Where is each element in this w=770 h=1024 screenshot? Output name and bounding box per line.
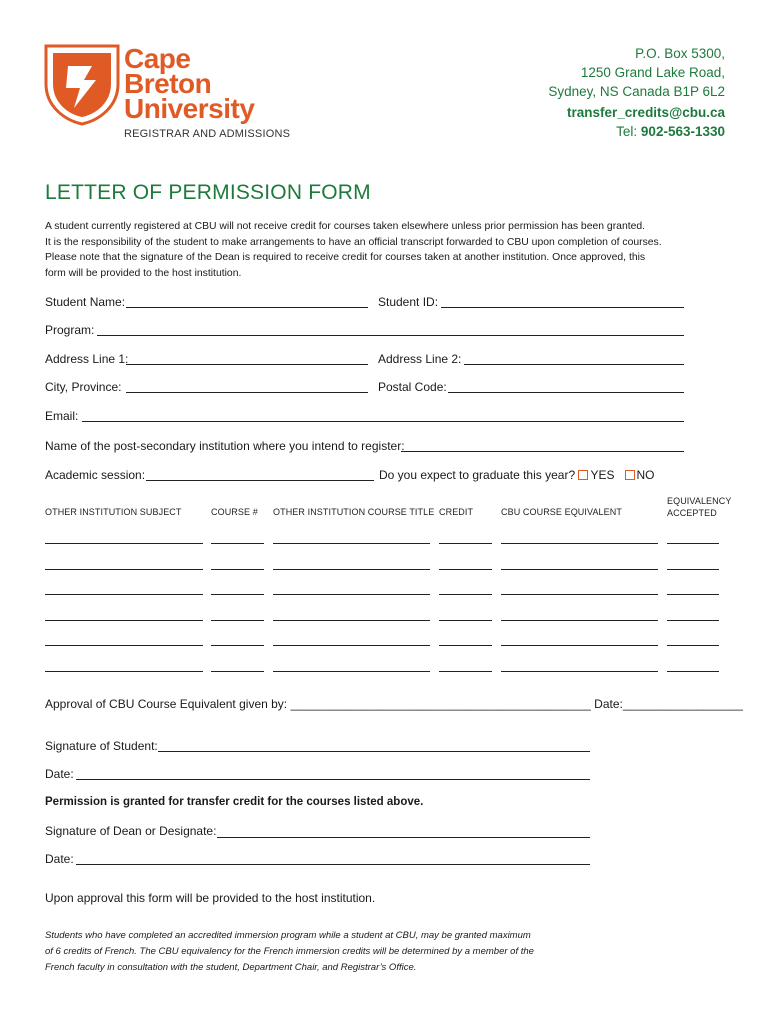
student-signature-label: Signature of Student: (45, 739, 158, 753)
table-cell-subject[interactable] (45, 671, 203, 672)
contact-email[interactable]: transfer_credits@cbu.ca (567, 105, 725, 120)
program-field[interactable] (97, 335, 684, 336)
table-cell-cbu-equivalent[interactable] (501, 620, 658, 621)
student-id-label: Student ID: (378, 295, 439, 309)
city-label: City, Province: (45, 380, 122, 394)
intro-line-3: Please note that the signature of the Dean is required to receive credit for courses taken at another institution. Once approved, this (45, 252, 646, 264)
table-cell-credit[interactable] (439, 594, 492, 595)
table-cell-equivalency-accepted[interactable] (667, 671, 719, 672)
table-cell-course-title[interactable] (273, 671, 430, 672)
table-cell-credit[interactable] (439, 620, 492, 621)
approval-field[interactable]: _____________________________________________ (290, 697, 591, 711)
phone-number[interactable]: 902-563-1330 (640, 124, 725, 139)
table-cell-credit[interactable] (439, 543, 492, 544)
form-title: LETTER OF PERMISSION FORM (45, 181, 371, 204)
date2-label: Date: (45, 852, 74, 866)
permission-statement: Permission is granted for transfer credit for the courses listed above. (45, 796, 424, 808)
table-cell-equivalency-accepted[interactable] (667, 620, 719, 621)
student-id-field[interactable] (441, 307, 684, 308)
col-header-course-title: OTHER INSTITUTION COURSE TITLE (273, 507, 435, 517)
col-header-equivalency-line1: EQUIVALENCY (667, 496, 732, 506)
table-cell-course-num[interactable] (211, 671, 264, 672)
table-cell-cbu-equivalent[interactable] (501, 645, 658, 646)
graduate-question-text: Do you expect to graduate this year? (379, 468, 576, 482)
table-cell-course-title[interactable] (273, 543, 430, 544)
graduate-question (379, 468, 655, 482)
logo-line-1: Cape (124, 43, 191, 74)
intro-line-1: A student currently registered at CBU will not receive credit for courses taken elsewhere unless prior permission has been granted. (45, 221, 646, 232)
program-label: Program: (45, 323, 95, 337)
table-cell-course-num[interactable] (211, 620, 264, 621)
address1-field[interactable] (126, 364, 368, 365)
table-cell-credit[interactable] (439, 671, 492, 672)
host-note: Upon approval this form will be provided to the host institution. (45, 891, 376, 905)
date2-field[interactable] (76, 864, 590, 865)
french-immersion-note (45, 928, 645, 976)
email-label: Email: (45, 409, 79, 423)
table-cell-credit[interactable] (439, 645, 492, 646)
french-note-line-1: Students who have completed an accredited immersion program while a student at CBU, may be granted maximum (45, 930, 531, 941)
col-header-equivalency (667, 495, 731, 519)
institution-label: Name of the post-secondary institution where you intend to register: (45, 439, 405, 453)
postal-label: Postal Code: (378, 380, 447, 394)
postal-field[interactable] (448, 392, 684, 393)
shield-logo-icon (44, 44, 120, 126)
french-note-line-2: of 6 credits of French. The CBU equivalency for the French immersion credits will be determined by a member of the (45, 946, 534, 957)
table-cell-cbu-equivalent[interactable] (501, 569, 658, 570)
approval-date-label: Date: (594, 697, 623, 711)
table-cell-subject[interactable] (45, 543, 203, 544)
logo-wordmark (124, 43, 255, 124)
intro-line-2: It is the responsibility of the student to make arrangements to have an official transcript forwarded to CBU upon completion of courses. (45, 236, 662, 248)
phone-label: Tel: (616, 124, 638, 139)
col-header-course-num: COURSE # (211, 507, 258, 517)
col-header-equivalency-line2: ACCEPTED (667, 508, 717, 518)
approval-row (45, 697, 743, 711)
address-line-3: Sydney, NS Canada B1P 6L2 (548, 84, 725, 99)
session-label: Academic session: (45, 468, 146, 482)
cbu-logo (44, 44, 120, 126)
table-cell-subject[interactable] (45, 594, 203, 595)
no-label: NO (636, 468, 655, 482)
address-line-2: 1250 Grand Lake Road, (580, 65, 725, 80)
yes-label: YES (590, 468, 615, 482)
table-cell-cbu-equivalent[interactable] (501, 671, 658, 672)
table-cell-equivalency-accepted[interactable] (667, 594, 719, 595)
contact-phone (465, 122, 725, 141)
logo-line-3: University (124, 93, 255, 124)
table-cell-equivalency-accepted[interactable] (667, 645, 719, 646)
logo-line-2: Breton (124, 68, 212, 99)
intro-line-4: form will be provided to the host institution. (45, 267, 242, 279)
address-line-1: P.O. Box 5300, (635, 46, 725, 61)
approval-date-field[interactable]: __________________ (622, 697, 743, 711)
institution-field[interactable] (401, 451, 684, 452)
col-header-subject: OTHER INSTITUTION SUBJECT (45, 507, 182, 517)
table-cell-equivalency-accepted[interactable] (667, 569, 719, 570)
table-cell-credit[interactable] (439, 569, 492, 570)
student-name-field[interactable] (126, 307, 368, 308)
approval-label: Approval of CBU Course Equivalent given by: (45, 697, 288, 711)
table-cell-cbu-equivalent[interactable] (501, 543, 658, 544)
student-signature-field[interactable] (158, 751, 590, 752)
contact-block (465, 44, 725, 141)
table-cell-course-title[interactable] (273, 645, 430, 646)
dean-signature-field[interactable] (217, 837, 590, 838)
table-cell-course-num[interactable] (211, 543, 264, 544)
table-cell-equivalency-accepted[interactable] (667, 543, 719, 544)
address1-label: Address Line 1: (45, 352, 129, 366)
col-header-cbu-equivalent: CBU COURSE EQUIVALENT (501, 507, 622, 517)
address2-label: Address Line 2: (378, 352, 462, 366)
address2-field[interactable] (464, 364, 684, 365)
session-field[interactable] (146, 480, 374, 481)
table-cell-subject[interactable] (45, 569, 203, 570)
table-cell-course-num[interactable] (211, 645, 264, 646)
table-cell-subject[interactable] (45, 645, 203, 646)
date1-field[interactable] (76, 779, 590, 780)
date1-label: Date: (45, 767, 74, 781)
city-field[interactable] (126, 392, 368, 393)
email-field[interactable] (82, 421, 684, 422)
table-cell-course-title[interactable] (273, 569, 430, 570)
student-name-label: Student Name: (45, 295, 126, 309)
table-cell-course-num[interactable] (211, 569, 264, 570)
no-checkbox[interactable] (625, 470, 635, 480)
table-cell-course-title[interactable] (273, 594, 430, 595)
registrar-subtitle: REGISTRAR AND ADMISSIONS (124, 128, 291, 140)
yes-checkbox[interactable] (578, 470, 588, 480)
col-header-credit: CREDIT (439, 507, 474, 517)
french-note-line-3: French faculty in consultation with the student, Department Chair, and Registrar’s Office. (45, 962, 417, 973)
table-cell-subject[interactable] (45, 620, 203, 621)
intro-text (45, 219, 735, 281)
table-cell-course-num[interactable] (211, 594, 264, 595)
table-cell-course-title[interactable] (273, 620, 430, 621)
dean-signature-label: Signature of Dean or Designate: (45, 824, 217, 838)
table-cell-cbu-equivalent[interactable] (501, 594, 658, 595)
